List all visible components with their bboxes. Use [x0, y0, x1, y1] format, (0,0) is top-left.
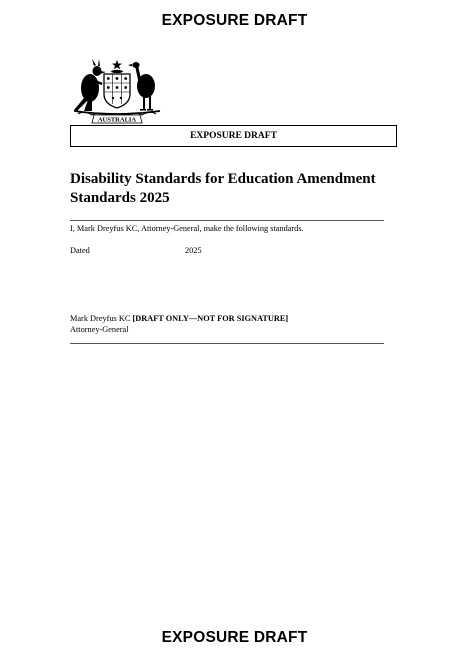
crest-scroll-text: AUSTRALIA [97, 116, 137, 124]
signatory-title: Attorney-General [70, 325, 129, 334]
divider-top [70, 220, 384, 221]
dated-year: 2025 [185, 246, 202, 255]
maker-statement: I, Mark Dreyfus KC, Attorney-General, make the following standards. [70, 224, 304, 233]
coat-of-arms-icon [70, 54, 164, 128]
signatory-draft-note: [DRAFT ONLY—NOT FOR SIGNATURE] [132, 314, 289, 323]
exposure-draft-box: EXPOSURE DRAFT [70, 125, 397, 147]
dated-label: Dated [70, 246, 90, 255]
top-banner: EXPOSURE DRAFT [161, 12, 308, 29]
signatory-name: Mark Dreyfus KC [70, 314, 131, 323]
document-title: Disability Standards for Education Amendment Standards 2025 [70, 171, 376, 206]
bottom-banner: EXPOSURE DRAFT [161, 629, 308, 646]
divider-bottom [70, 343, 384, 344]
signatory-line [70, 313, 288, 324]
